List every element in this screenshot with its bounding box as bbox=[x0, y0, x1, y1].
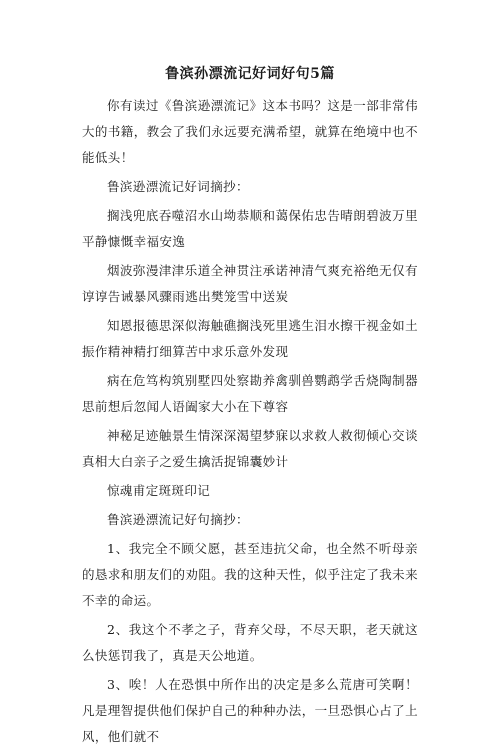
words-paragraph: 知恩报德思深似海触礁搁浅死里逃生泪水擦干视金如土振作精神精打细算苦中求乐意外发现 bbox=[82, 318, 418, 359]
sentence-paragraph: 2、我这个不孝之子，背弃父母，不尽天职，老天就这么快惩罚我了，真是天公地道。 bbox=[82, 622, 418, 663]
words-paragraph: 神秘足迹触景生情深深渴望梦寐以求救人救彻倾心交谈真相大白亲子之爱生擒活捉锦囊妙计 bbox=[82, 428, 418, 469]
words-paragraph: 惊魂甫定斑斑印记 bbox=[107, 483, 211, 498]
sentence-paragraph: 1、我完全不顾父愿，甚至违抗父命，也全然不听母亲的恳求和朋友们的劝阻。我的这种天性，似乎注定了我未来不幸的命运。 bbox=[82, 541, 418, 608]
sentence-paragraph: 3、唉！人在恐惧中所作出的决定是多么荒唐可笑啊！凡是理智提供他们保护自己的种种办法，一旦恐惧心占了上风，他们就不 bbox=[82, 677, 418, 744]
document-title: 鲁滨孙漂流记好词好句5篇 bbox=[165, 66, 335, 82]
words-paragraph: 搁浅兜底吞噬沼水山坳恭顺和蔼保佑忠告晴朗碧波万里平静慷慨幸福安逸 bbox=[82, 208, 418, 249]
words-paragraph: 烟波弥漫津津乐道全神贯注承诺神清气爽充裕绝无仅有谆谆告诫暴风骤雨逃出樊笼雪中送炭 bbox=[82, 263, 418, 304]
intro-paragraph: 你有读过《鲁滨逊漂流记》这本书吗？这是一部非常伟大的书籍，教会了我们永远要充满希望，就算在绝境中也不能低头！ bbox=[82, 98, 418, 165]
words-paragraph: 病在危笃构筑别墅四处察勘养禽驯兽鹦鹉学舌烧陶制器思前想后忽闻人语阖家大小在下尊容 bbox=[82, 373, 418, 414]
words-heading: 鲁滨逊漂流记好词摘抄： bbox=[107, 179, 249, 194]
sentences-heading: 鲁滨逊漂流记好句摘抄： bbox=[107, 512, 249, 527]
